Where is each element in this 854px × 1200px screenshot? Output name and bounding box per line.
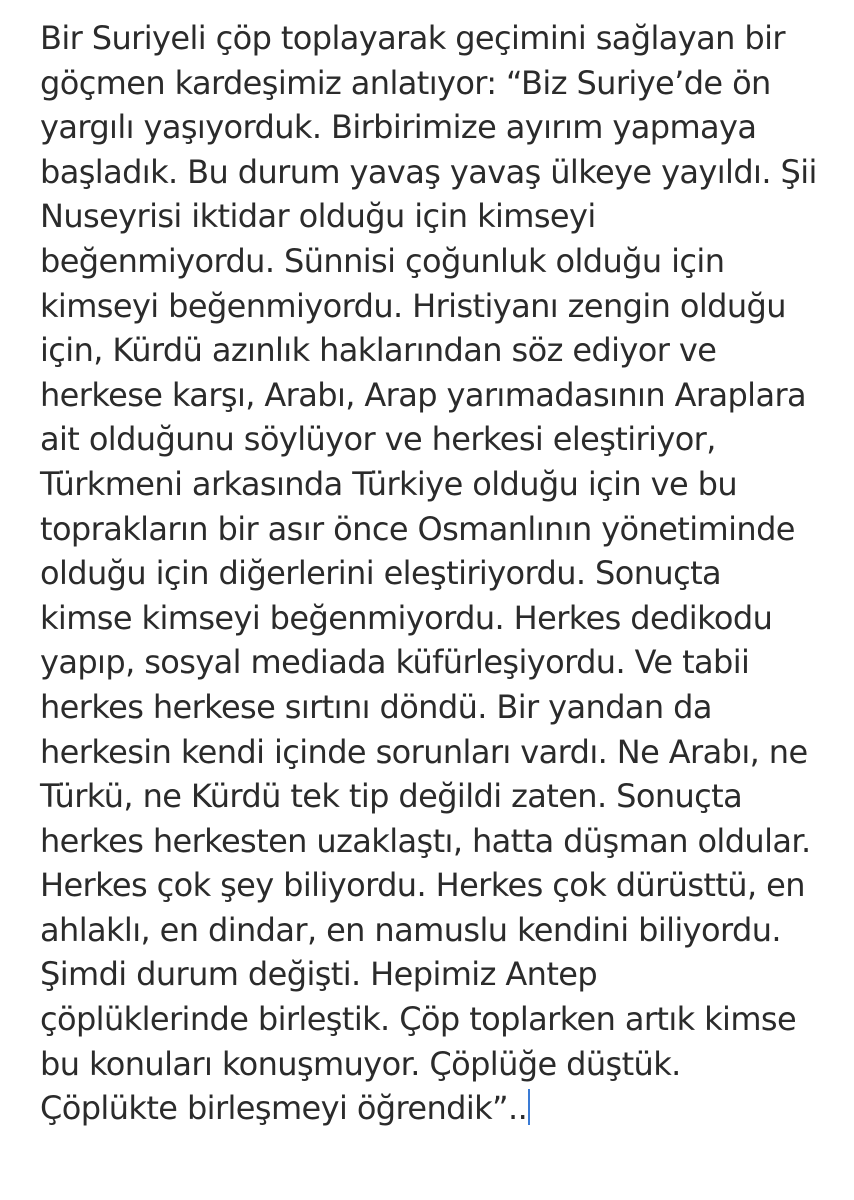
note-line: Herkes çok şey biliyordu. Herkes çok dürüsttü, en — [40, 866, 805, 905]
note-line: ait olduğunu söylüyor ve herkesi eleştiriyor, — [40, 420, 716, 459]
note-line: beğenmiyordu. Sünnisi çoğunluk olduğu için — [40, 241, 725, 280]
note-line: Bir Suriyeli çöp toplayarak geçimini sağlayan bir — [40, 19, 785, 57]
note-line: Türkü, ne Kürdü tek tip değildi zaten. Sonuçta — [40, 777, 743, 816]
note-last-line — [40, 1086, 836, 1131]
note-line: olduğu için diğerlerini eleştiriyordu. Sonuçta — [40, 554, 722, 593]
note-line: yargılı yaşıyorduk. Birbirimize ayırım yapmaya — [40, 108, 757, 147]
note-line: bu konuları konuşmuyor. Çöplüğe düştük. — [40, 1044, 681, 1083]
note-line: toprakların bir asır önce Osmanlının yönetiminde — [40, 509, 795, 548]
note-line: yapıp, sosyal mediada küfürleşiyordu. Ve tabii — [40, 643, 750, 682]
note-line: Nuseyrisi iktidar olduğu için kimseyi — [40, 197, 596, 236]
note-line: herkesin kendi içinde sorunları vardı. Ne Arabı, ne — [40, 732, 808, 771]
note-line: çöplüklerinde birleştik. Çöp toplarken artık kimse — [40, 1000, 797, 1039]
note-line: kimseyi beğenmiyordu. Hristiyanı zengin olduğu — [40, 286, 786, 325]
note-line: herkese karşı, Arabı, Arap yarımadasının Araplara — [40, 375, 807, 414]
note-line: Türkmeni arkasında Türkiye olduğu için ve bu — [40, 464, 738, 503]
note-line: başladık. Bu durum yavaş yavaş ülkeye yayıldı. Şii — [40, 152, 817, 191]
note-line: ahlaklı, en dindar, en namuslu kendini biliyordu. — [40, 910, 781, 949]
note-line: herkes herkese sırtını döndü. Bir yandan da — [40, 687, 712, 726]
text-cursor — [528, 1089, 530, 1125]
note-line: göçmen kardeşimiz anlatıyor: “Biz Suriye’de ön — [40, 63, 771, 102]
note-line: Şimdi durum değişti. Hepimiz Antep — [40, 955, 598, 994]
note-line: için, Kürdü azınlık haklarından söz ediyor ve — [40, 331, 717, 370]
note-line-text: Çöplükte birleşmeyi öğrendik”.. — [40, 1089, 528, 1128]
note-line: herkes herkesten uzaklaştı, hatta düşman oldular. — [40, 821, 811, 860]
note-line: kimse kimseyi beğenmiyordu. Herkes dedikodu — [40, 598, 773, 637]
